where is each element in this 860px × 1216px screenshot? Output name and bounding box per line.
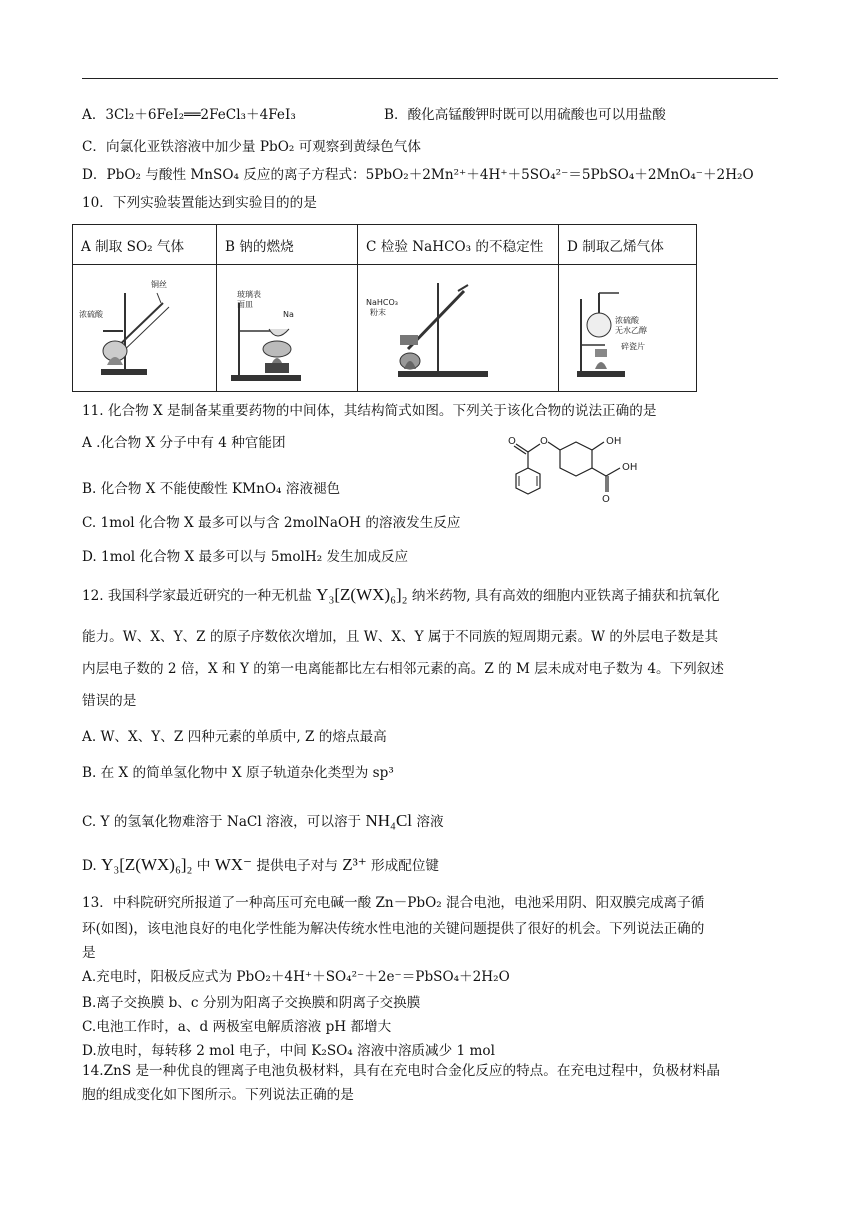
q12-option-d-mid: 中 <box>192 858 215 874</box>
struct-oh-top: OH <box>606 436 622 447</box>
q12-option-c-pre: C. Y 的氢氧化物难溶于 NaCl 溶液，可以溶于 <box>82 814 366 830</box>
q12-option-d-ion: WX⁻ <box>214 855 253 874</box>
label-sodium: Na <box>283 310 294 319</box>
q12-stem-pre: 12. 我国科学家最近研究的一种无机盐 <box>82 588 317 604</box>
header-rule <box>82 78 778 79</box>
q11-option-b: B. 化合物 X 不能使酸性 KMnO₄ 溶液褪色 <box>82 481 341 497</box>
struct-oh-acid: OH <box>622 462 638 473</box>
label-porcelain: 碎瓷片 <box>621 342 645 351</box>
exp-header-d: D 制取乙烯气体 <box>559 225 697 265</box>
q13-stem-line3: 是 <box>82 945 96 961</box>
q11-option-c: C. 1mol 化合物 X 最多可以与含 2molNaOH 的溶液发生反应 <box>82 515 461 531</box>
q12-stem-line2: 能力。W、X、Y、Z 的原子序数依次增加，且 W、X、Y 属于不同族的短周期元素。W 的外层电子数是其 <box>82 629 719 645</box>
apparatus-b <box>217 265 358 392</box>
apparatus-a <box>73 265 217 392</box>
q12-option-d-post: 形成配位键 <box>366 858 440 874</box>
q12-option-d-ion2: Z³⁺ <box>342 855 367 874</box>
q13-stem-line2: 环(如图)，该电池良好的电化学性能为解决传统水性电池的关键问题提供了很好的机会。下列说法正确的 <box>82 921 705 937</box>
compound-x-structure <box>498 428 668 514</box>
q12-option-d <box>82 856 439 875</box>
experiment-table <box>72 224 697 392</box>
q11-option-d: D. 1mol 化合物 X 最多可以与 5molH₂ 发生加成反应 <box>82 549 409 565</box>
q12-option-d-pre: D. <box>82 858 102 874</box>
q12-option-c-formula: NH₄Cl <box>365 811 413 830</box>
q13-option-c: C.电池工作时，a、d 两极室电解质溶液 pH 都增大 <box>82 1019 392 1035</box>
q12-stem-post: 纳米药物, 具有高效的细胞内亚铁离子捕获和抗氧化 <box>407 588 720 604</box>
exp-header-c: C 检验 NaHCO₃ 的不稳定性 <box>358 225 559 265</box>
q9-option-c: C．向氯化亚铁溶液中加少量 PbO₂ 可观察到黄绿色气体 <box>82 139 421 155</box>
label-watch-glass-1: 玻璃表 <box>237 290 261 299</box>
q12-option-c-post: 溶液 <box>412 814 444 830</box>
q9-option-d: D．PbO₂ 与酸性 MnSO₄ 反应的离子方程式：5PbO₂＋2Mn²⁺＋4H⁺＋5SO₄²⁻＝5PbSO₄＋2MnO₄⁻＋2H₂O <box>82 167 754 183</box>
label-watch-glass-2: 面皿 <box>237 300 253 309</box>
q9-option-a: A．3Cl₂＋6FeI₂══2FeCl₃＋4FeI₃ <box>82 107 296 123</box>
q11-option-a: A .化合物 X 分子中有 4 种官能团 <box>82 435 286 451</box>
q14-stem-line2: 胞的组成变化如下图所示。下列说法正确的是 <box>82 1087 354 1103</box>
q12-option-c <box>82 812 444 831</box>
label-conc-sulfuric-d: 浓硫酸 <box>615 316 639 325</box>
q14-stem-line1: 14.ZnS 是一种优良的锂离子电池负极材料，具有在充电时合金化反应的特点。在充电过程中，负极材料晶 <box>82 1063 720 1079</box>
exp-header-a: A 制取 SO₂ 气体 <box>73 225 217 265</box>
label-ethanol: 无水乙醇 <box>615 326 647 335</box>
q13-stem-line1: 13．中科院研究所报道了一种高压可充电碱一酸 Zn－PbO₂ 混合电池，电池采用阴、阳双膜完成离子循 <box>82 895 705 911</box>
apparatus-c <box>358 265 559 392</box>
q12-stem-line1 <box>82 586 720 605</box>
q12-stem-line4: 错误的是 <box>82 693 137 709</box>
q13-option-b: B.离子交换膜 b、c 分别为阳离子交换膜和阴离子交换膜 <box>82 995 421 1011</box>
apparatus-d <box>559 265 697 392</box>
q13-option-a: A.充电时，阳极反应式为 PbO₂＋4H⁺＋SO₄²⁻＋2e⁻＝PbSO₄＋2H₂O <box>82 969 510 985</box>
q10-stem: 10．下列实验装置能达到实验目的的是 <box>82 195 317 211</box>
q13-option-d: D.放电时，每转移 2 mol 电子，中间 K₂SO₄ 溶液中溶质减少 1 mol <box>82 1043 495 1059</box>
q12-option-a: A. W、X、Y、Z 四种元素的单质中, Z 的熔点最高 <box>82 729 387 745</box>
q9-option-b: B．酸化高锰酸钾时既可以用硫酸也可以用盐酸 <box>384 107 666 123</box>
q11-stem: 11. 化合物 X 是制备某重要药物的中间体，其结构简式如图。下列关于该化合物的说法正确的是 <box>82 403 657 419</box>
label-conc-sulfuric-a: 浓硫酸 <box>79 310 103 319</box>
label-copper-wire: 铜丝 <box>151 280 167 289</box>
q12-stem-line3: 内层电子数的 2 倍，X 和 Y 的第一电离能都比左右相邻元素的高。Z 的 M 层未成对电子数为 4。下列叙述 <box>82 661 724 677</box>
struct-ester-o: O <box>540 436 548 447</box>
q12-formula: Y₃[Z(WX)₆]₂ <box>316 585 408 604</box>
label-nahco3: NaHCO₃ <box>366 298 398 307</box>
q12-option-b: B. 在 X 的简单氢化物中 X 原子轨道杂化类型为 sp³ <box>82 765 394 781</box>
q12-option-d-formula: Y₃[Z(WX)₆]₂ <box>101 855 193 874</box>
label-powder: 粉末 <box>370 308 386 317</box>
struct-carbonyl-o: O <box>508 436 516 447</box>
struct-acid-o: O <box>602 494 610 505</box>
q12-option-d-mid2: 提供电子对与 <box>252 858 343 874</box>
exp-header-b: B 钠的燃烧 <box>217 225 358 265</box>
